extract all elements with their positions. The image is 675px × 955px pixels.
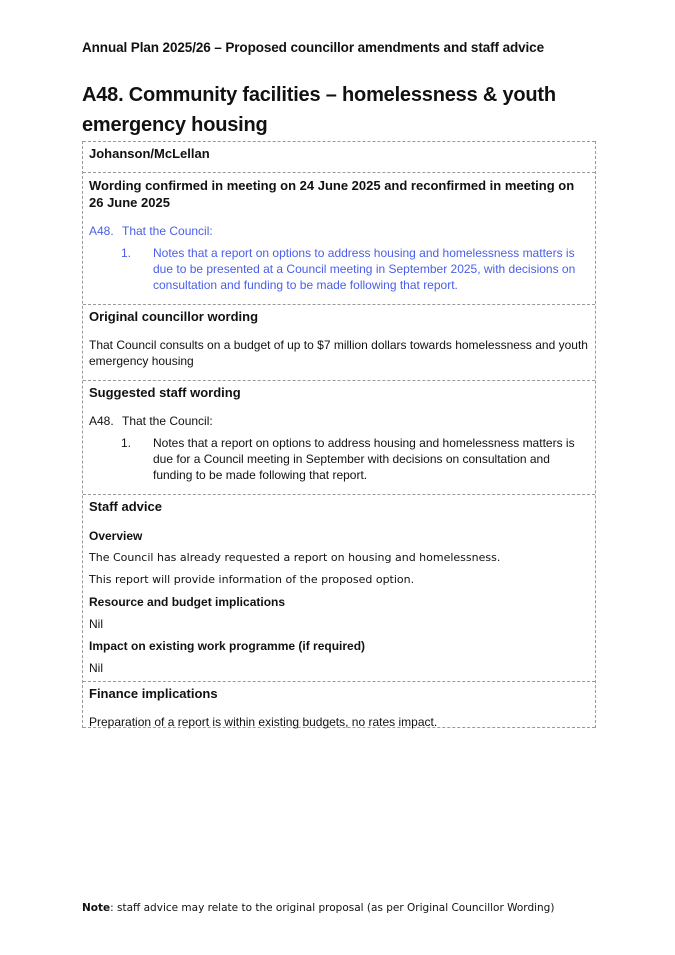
overview-paragraph-2: This report will provide information of the proposed option. [89,573,415,586]
page-title: A48. Community facilities – homelessness & youth emergency housing [82,84,556,136]
staff-advice-heading: Staff advice [89,499,162,514]
resolution-code: A48. [89,224,114,238]
overview-heading: Overview [89,529,143,543]
impact-value: Nil [89,661,103,675]
resource-value: Nil [89,617,103,631]
footer-note [82,902,554,914]
impact-heading: Impact on existing work programme (if required) [89,639,366,653]
confirmed-item [121,245,589,293]
suggested-wording-cell [83,380,595,494]
original-wording-heading: Original councillor wording [89,309,259,324]
item-text: Notes that a report on options to address housing and homelessness matters is due to be presented at a Council meeting in September 2025, with decisions on consultation and funding to be made following that report. [153,246,576,292]
finance-heading: Finance implications [89,686,218,701]
movers: Johanson/McLellan [89,146,210,161]
confirmed-wording-cell [83,172,595,304]
running-header: Annual Plan 2025/26 – Proposed councillor amendments and staff advice [82,40,544,55]
amendment-table [82,141,596,728]
resolution-intro: That the Council: [122,224,213,238]
finance-cell [83,681,595,728]
note-text: : staff advice may relate to the original proposal (as per Original Councillor Wording) [110,902,555,914]
overview-paragraph-1: The Council has already requested a report on housing and homelessness. [89,551,501,564]
item-text: Notes that a report on options to address housing and homelessness matters is due for a Council meeting in September with decisions on consultation and funding to be made following that report. [153,436,575,482]
resolution-code: A48. [89,414,114,428]
item-number: 1. [121,246,132,260]
suggested-resolution-line [89,413,589,429]
movers-cell [83,141,595,172]
original-wording-text: That Council consults on a budget of up to $7 million dollars towards homelessness and youth emergency housing [89,338,588,368]
confirmed-wording-heading: Wording confirmed in meeting on 24 June 2025 and reconfirmed in meeting on 26 June 2025 [89,178,575,210]
confirmed-resolution-line [89,223,589,239]
note-label: Note [82,902,111,914]
resolution-intro: That the Council: [122,414,213,428]
original-wording-cell [83,304,595,380]
finance-text: Preparation of a report is within existing budgets, no rates impact. [89,715,438,729]
resource-heading: Resource and budget implications [89,595,286,609]
suggested-wording-heading: Suggested staff wording [89,385,241,400]
staff-advice-cell [83,494,595,681]
suggested-item [121,435,589,483]
item-number: 1. [121,436,132,450]
